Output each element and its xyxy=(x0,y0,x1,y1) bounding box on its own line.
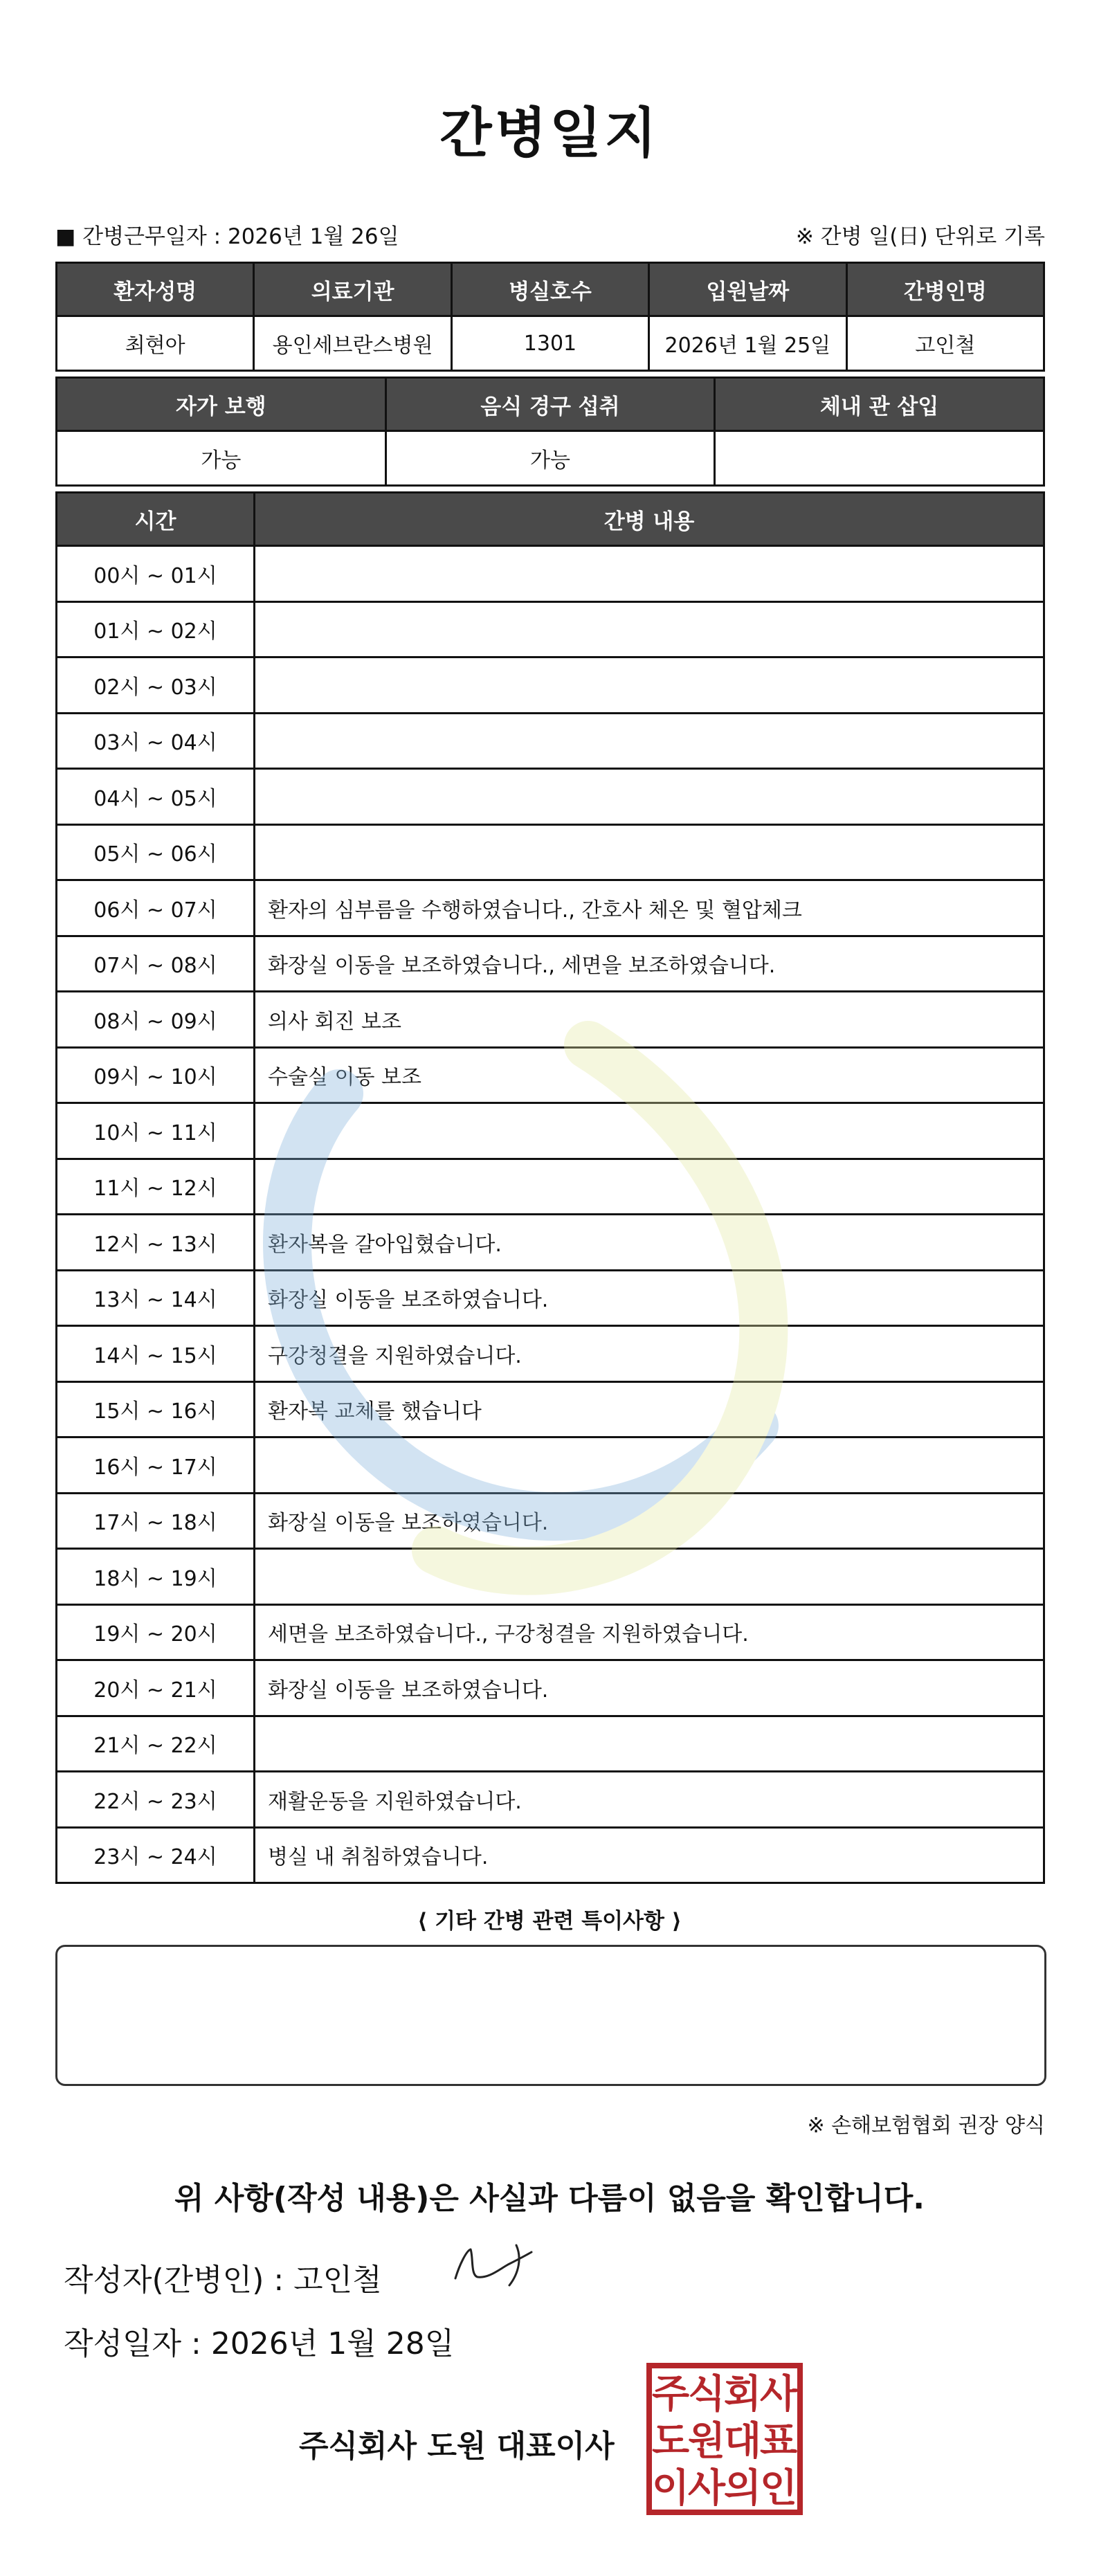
table-row xyxy=(57,824,1044,880)
svg-text:이: 이 xyxy=(651,2466,690,2511)
log-time-cell: 19시 ~ 20시 xyxy=(57,1604,255,1660)
log-content-cell[interactable] xyxy=(255,713,1044,769)
log-content-cell[interactable]: 화장실 이동을 보조하였습니다. xyxy=(255,1493,1044,1549)
write-date-line: 작성일자 : 2026년 1월 28일 xyxy=(64,2326,455,2361)
room-number: 1301 xyxy=(451,316,648,371)
table-row xyxy=(57,1716,1044,1772)
table-row xyxy=(57,1437,1044,1494)
table-row xyxy=(57,992,1044,1048)
log-time-cell: 06시 ~ 07시 xyxy=(57,880,255,936)
table-row xyxy=(57,713,1044,769)
table-row xyxy=(57,1381,1044,1437)
log-content-cell[interactable] xyxy=(255,657,1044,714)
log-time-cell: 01시 ~ 02시 xyxy=(57,601,255,657)
handwritten-signature xyxy=(450,2237,547,2292)
svg-text:사: 사 xyxy=(687,2466,726,2511)
log-time-cell: 00시 ~ 01시 xyxy=(57,546,255,602)
log-content-cell[interactable] xyxy=(255,1716,1044,1772)
header-room-number: 병실호수 xyxy=(451,263,648,316)
log-content-cell[interactable]: 화장실 이동을 보조하였습니다. xyxy=(255,1660,1044,1716)
log-time-cell: 14시 ~ 15시 xyxy=(57,1326,255,1382)
log-time-cell: 23시 ~ 24시 xyxy=(57,1827,255,1883)
svg-text:도: 도 xyxy=(651,2419,690,2464)
log-time-cell: 07시 ~ 08시 xyxy=(57,936,255,992)
log-content-cell[interactable] xyxy=(255,824,1044,880)
log-content-cell[interactable] xyxy=(255,1159,1044,1215)
svg-text:주: 주 xyxy=(651,2372,690,2417)
log-content-cell[interactable] xyxy=(255,1103,1044,1159)
log-content-cell[interactable]: 재활운동을 지원하였습니다. xyxy=(255,1772,1044,1828)
header-oral-intake: 음식 경구 섭취 xyxy=(385,378,715,431)
patient-status-header-row xyxy=(57,378,1044,431)
caregiver-name: 고인철 xyxy=(846,316,1044,371)
patient-status-value-row xyxy=(57,431,1044,486)
self-walking-value: 가능 xyxy=(57,431,386,486)
log-time-cell: 16시 ~ 17시 xyxy=(57,1437,255,1494)
notes-title: ⟨ 기타 간병 관련 특이사항 ⟩ xyxy=(417,1909,682,1934)
table-row xyxy=(57,880,1044,936)
log-content-cell[interactable]: 화장실 이동을 보조하였습니다. xyxy=(255,1270,1044,1326)
log-content-cell[interactable] xyxy=(255,546,1044,602)
log-time-cell: 12시 ~ 13시 xyxy=(57,1215,255,1271)
log-header-row xyxy=(57,493,1044,546)
page-title: 간병일지 xyxy=(439,102,660,165)
confirmation-statement: 위 사항(작성 내용)은 사실과 다름이 없음을 확인합니다. xyxy=(174,2181,925,2216)
header-time: 시간 xyxy=(57,493,255,546)
log-time-cell: 15시 ~ 16시 xyxy=(57,1381,255,1437)
table-row xyxy=(57,1660,1044,1716)
log-time-cell: 10시 ~ 11시 xyxy=(57,1103,255,1159)
log-time-cell: 09시 ~ 10시 xyxy=(57,1047,255,1103)
header-care-content: 간병 내용 xyxy=(255,493,1044,546)
log-time-cell: 22시 ~ 23시 xyxy=(57,1772,255,1828)
header-caregiver-name: 간병인명 xyxy=(846,263,1044,316)
svg-text:표: 표 xyxy=(759,2419,798,2464)
hourly-care-log-table xyxy=(55,491,1045,1884)
header-patient-name: 환자성명 xyxy=(57,263,254,316)
svg-text:회: 회 xyxy=(723,2372,762,2417)
log-content-cell[interactable]: 세면을 보조하였습니다., 구강청결을 지원하였습니다. xyxy=(255,1604,1044,1660)
log-content-cell[interactable] xyxy=(255,1437,1044,1494)
header-admission-date: 입원날짜 xyxy=(649,263,846,316)
patient-info-table xyxy=(55,262,1045,372)
table-row xyxy=(57,1326,1044,1382)
unit-note: ※ 간병 일(日) 단위로 기록 xyxy=(795,224,1045,249)
svg-text:식: 식 xyxy=(687,2372,726,2417)
table-row xyxy=(57,1270,1044,1326)
log-content-cell[interactable]: 의사 회진 보조 xyxy=(255,992,1044,1048)
log-content-cell[interactable]: 수술실 이동 보조 xyxy=(255,1047,1044,1103)
svg-text:대: 대 xyxy=(723,2419,762,2464)
log-content-cell[interactable]: 화장실 이동을 보조하였습니다., 세면을 보조하였습니다. xyxy=(255,936,1044,992)
log-body xyxy=(57,546,1044,1883)
svg-text:인: 인 xyxy=(759,2466,798,2511)
recommend-note: ※ 손해보험협회 권장 양식 xyxy=(807,2114,1045,2138)
table-row xyxy=(57,1159,1044,1215)
log-content-cell[interactable]: 구강청결을 지원하였습니다. xyxy=(255,1326,1044,1382)
table-row xyxy=(57,1215,1044,1271)
table-row xyxy=(57,1604,1044,1660)
company-seal-stamp xyxy=(645,2361,804,2516)
log-time-cell: 18시 ~ 19시 xyxy=(57,1549,255,1605)
table-row xyxy=(57,1772,1044,1828)
writer-line: 작성자(간병인) : 고인철 xyxy=(64,2262,382,2298)
log-time-cell: 13시 ~ 14시 xyxy=(57,1270,255,1326)
svg-text:사: 사 xyxy=(759,2372,798,2417)
hospital-name: 용인세브란스병원 xyxy=(254,316,451,371)
log-time-cell: 08시 ~ 09시 xyxy=(57,992,255,1048)
log-time-cell: 20시 ~ 21시 xyxy=(57,1660,255,1716)
table-row xyxy=(57,1047,1044,1103)
table-row xyxy=(57,936,1044,992)
log-time-cell: 04시 ~ 05시 xyxy=(57,769,255,825)
oral-intake-value: 가능 xyxy=(385,431,715,486)
log-content-cell[interactable]: 환자의 심부름을 수행하였습니다., 간호사 체온 및 혈압체크 xyxy=(255,880,1044,936)
patient-name: 최현아 xyxy=(57,316,254,371)
log-time-cell: 05시 ~ 06시 xyxy=(57,824,255,880)
header-self-walking: 자가 보행 xyxy=(57,378,386,431)
log-content-cell[interactable] xyxy=(255,1549,1044,1605)
header-tube-insertion: 체내 관 삽입 xyxy=(715,378,1044,431)
patient-info-header-row xyxy=(57,263,1044,316)
table-row xyxy=(57,769,1044,825)
table-row xyxy=(57,546,1044,602)
svg-text:원: 원 xyxy=(687,2419,726,2464)
log-content-cell[interactable]: 환자복을 갈아입혔습니다. xyxy=(255,1215,1044,1271)
svg-text:의: 의 xyxy=(723,2466,762,2511)
log-content-cell[interactable]: 병실 내 취침하였습니다. xyxy=(255,1827,1044,1883)
log-content-cell[interactable] xyxy=(255,769,1044,825)
table-row xyxy=(57,657,1044,714)
tube-insertion-value xyxy=(715,431,1044,486)
table-row xyxy=(57,1549,1044,1605)
log-time-cell: 21시 ~ 22시 xyxy=(57,1716,255,1772)
company-representative: 주식회사 도원 대표이사 xyxy=(299,2429,615,2464)
special-notes-box[interactable] xyxy=(55,1945,1046,2086)
log-content-cell[interactable]: 환자복 교체를 했습니다 xyxy=(255,1381,1044,1437)
admission-date: 2026년 1월 25일 xyxy=(649,316,846,371)
work-date-label: ■ 간병근무일자 : 2026년 1월 26일 xyxy=(55,224,399,249)
table-row xyxy=(57,1827,1044,1883)
log-time-cell: 02시 ~ 03시 xyxy=(57,657,255,714)
log-content-cell[interactable] xyxy=(255,601,1044,657)
table-row xyxy=(57,601,1044,657)
log-time-cell: 03시 ~ 04시 xyxy=(57,713,255,769)
table-row xyxy=(57,1493,1044,1549)
table-row xyxy=(57,1103,1044,1159)
patient-status-table xyxy=(55,377,1045,487)
patient-info-value-row xyxy=(57,316,1044,371)
header-hospital: 의료기관 xyxy=(254,263,451,316)
log-time-cell: 11시 ~ 12시 xyxy=(57,1159,255,1215)
log-time-cell: 17시 ~ 18시 xyxy=(57,1493,255,1549)
